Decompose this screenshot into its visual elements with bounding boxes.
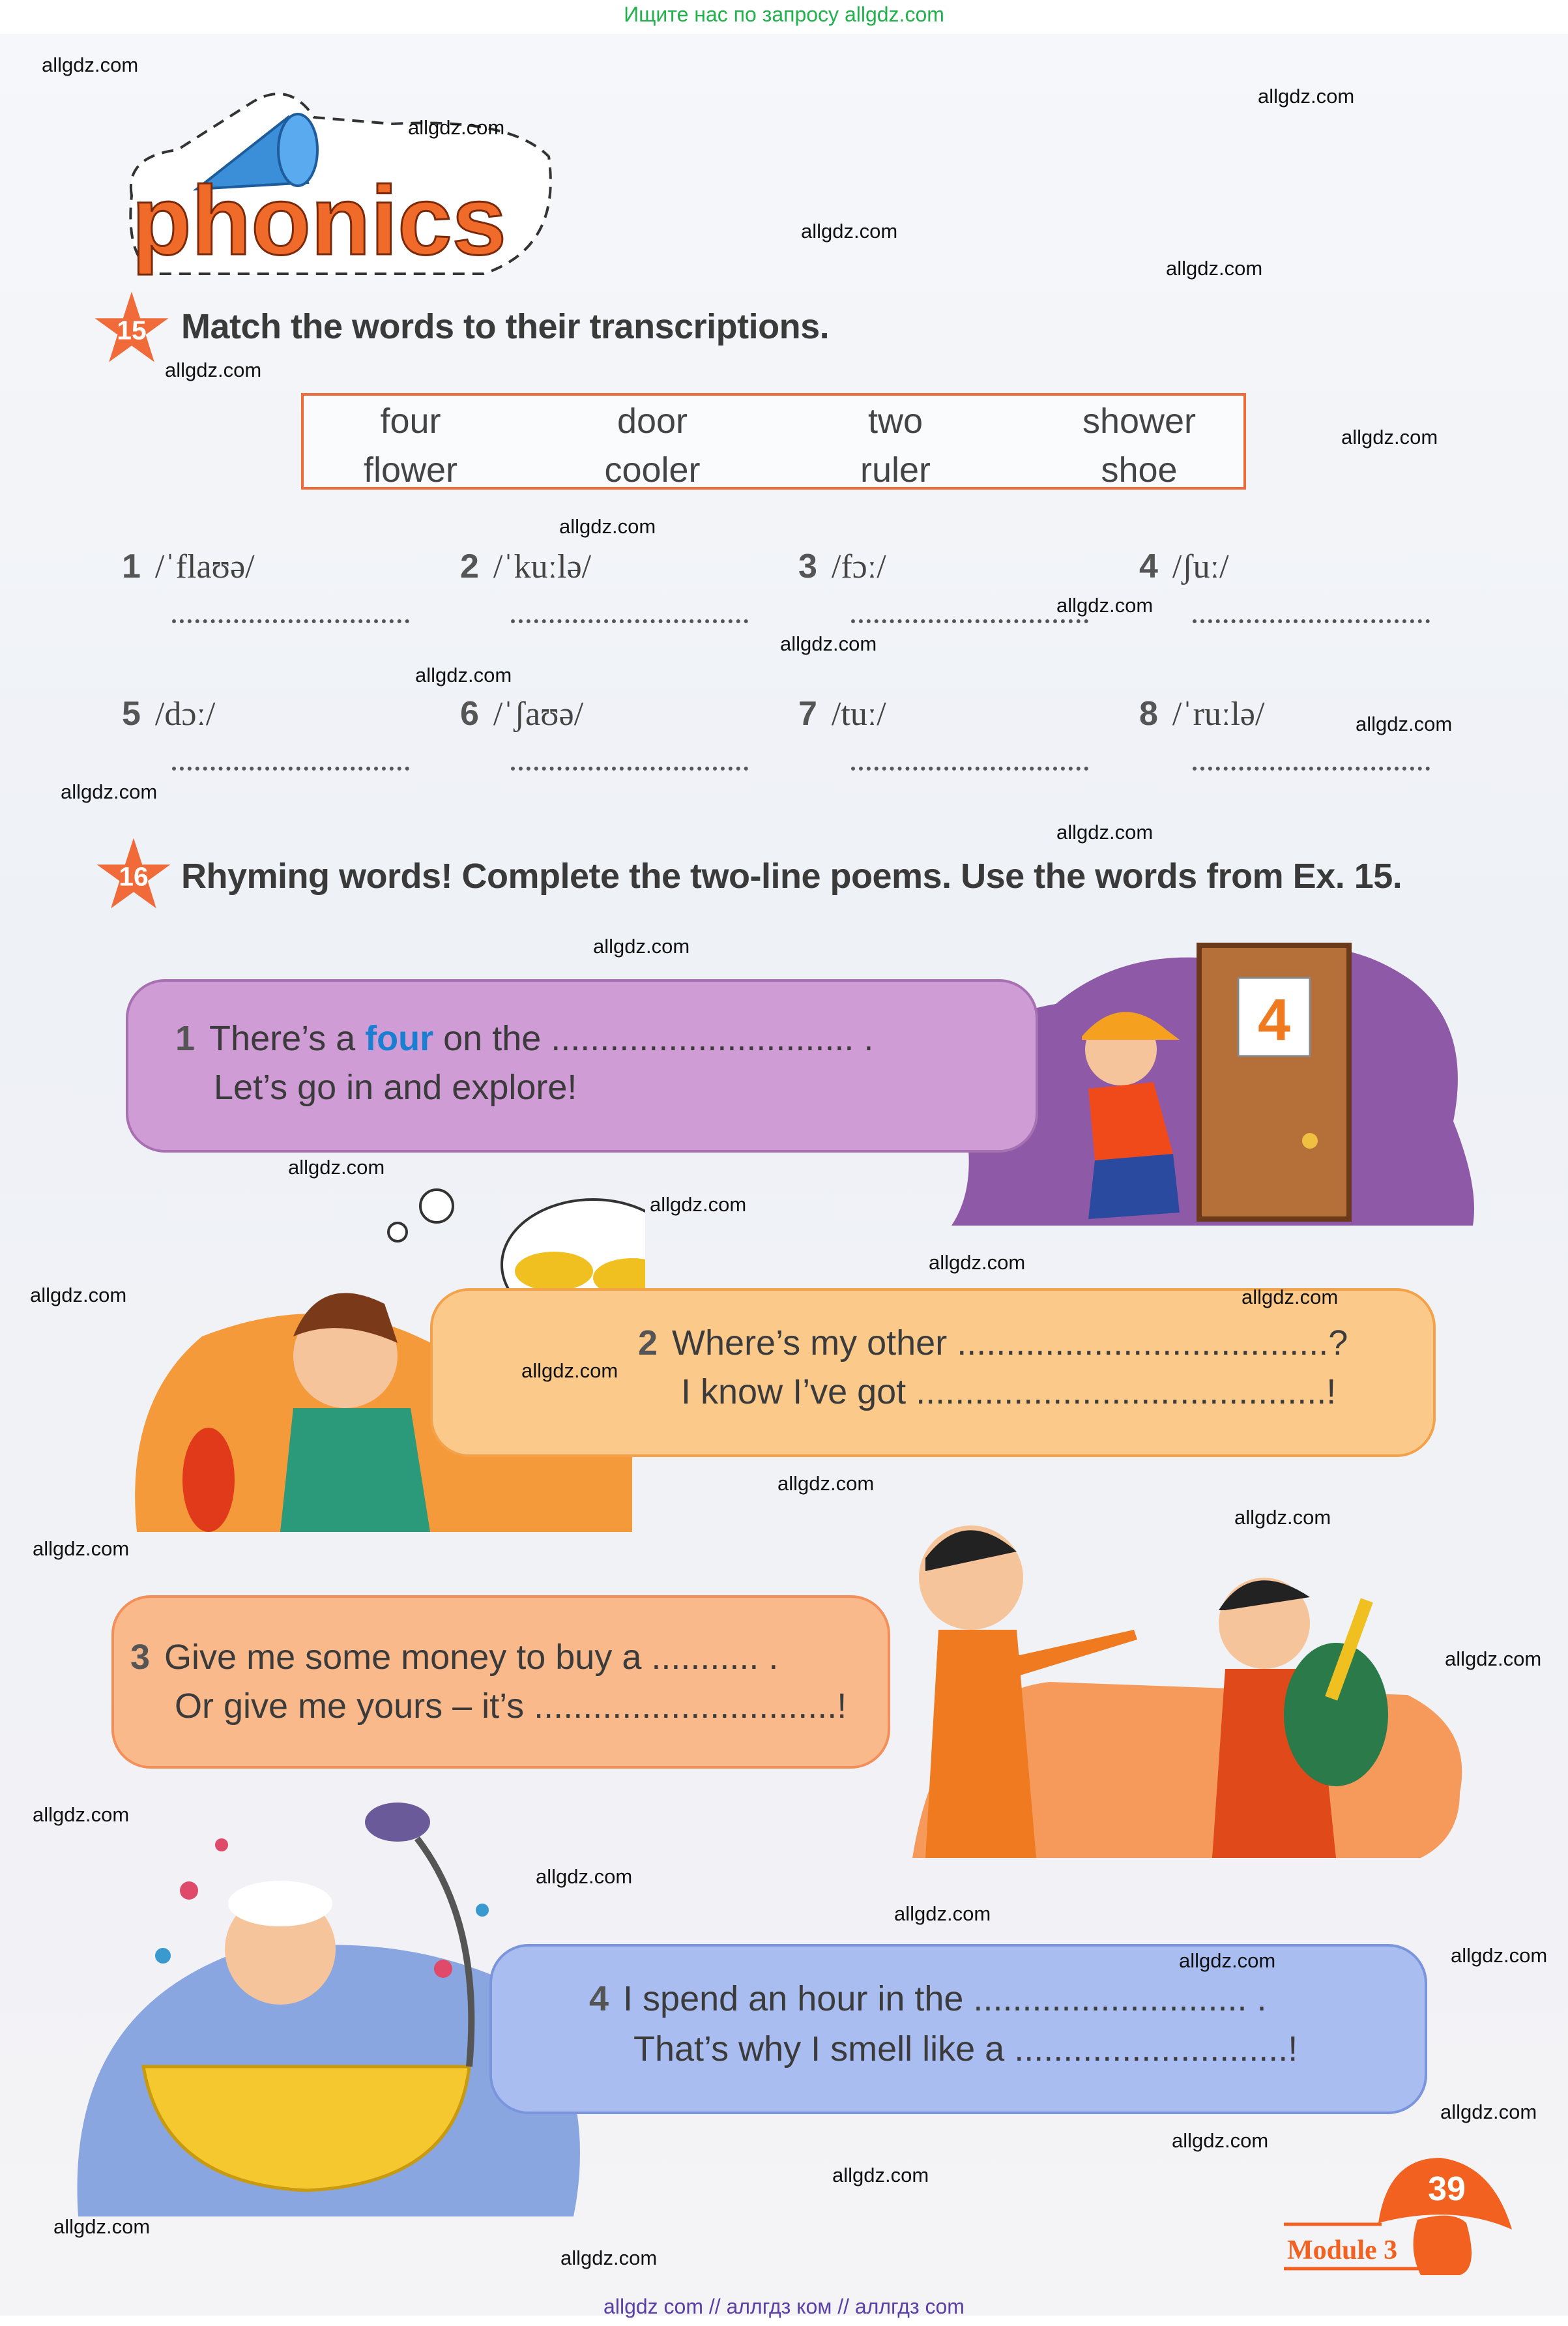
watermark: allgdz.com (559, 515, 656, 538)
poem-2-line-1: 2 Where’s my other ......................................? (638, 1323, 1348, 1362)
word-shower: shower (1082, 402, 1197, 441)
shower-head-icon (365, 1803, 430, 1842)
answer-blank-2[interactable] (511, 619, 748, 623)
watermark: allgdz.com (1166, 257, 1263, 280)
watermark: allgdz.com (1179, 1949, 1276, 1972)
poem-4-line-1: 4 I spend an hour in the ............................ . (589, 1979, 1267, 2018)
transcription-item: 7 /tuː/ (798, 695, 886, 733)
watermark: allgdz.com (1056, 594, 1154, 617)
answer-blank-6[interactable] (511, 767, 748, 771)
poem-2-line-2: I know I’ve got ..........................................! (681, 1372, 1337, 1411)
page-number: 39 (1428, 2170, 1466, 2208)
watermark: allgdz.com (894, 1902, 991, 1925)
watermark: allgdz.com (801, 220, 898, 243)
word-four: four (380, 402, 441, 441)
answer-blank-5[interactable] (172, 767, 409, 771)
exercise-15-title: Match the words to their transcriptions. (181, 307, 830, 346)
transcription-item: 6 /ˈʃaʊə/ (460, 695, 584, 733)
watermark: allgdz.com (1356, 713, 1453, 735)
poem-1-panel (126, 979, 1038, 1153)
watermark: allgdz.com (521, 1359, 618, 1382)
watermark: allgdz.com (1056, 821, 1154, 844)
answer-blank-8[interactable] (1193, 767, 1430, 771)
watermark: allgdz.com (165, 359, 262, 381)
answer-blank-7[interactable] (851, 767, 1088, 771)
watermark: allgdz.com (1241, 1286, 1339, 1308)
module-label: Module 3 (1287, 2235, 1398, 2265)
exercise-15-star-badge (93, 290, 171, 368)
watermark: allgdz.com (33, 1537, 130, 1560)
word-flower: flower (363, 450, 458, 490)
watermark: allgdz.com (777, 1472, 875, 1495)
poem-3-line-1: 3 Give me some money to buy a ........... . (130, 1638, 779, 1677)
transcription-item: 2 /ˈkuːlə/ (460, 548, 592, 585)
watermark: allgdz.com (53, 2215, 151, 2238)
watermark: allgdz.com (42, 53, 139, 76)
svg-text:4: 4 (1257, 988, 1291, 1053)
watermark: allgdz.com (288, 1156, 385, 1179)
watermark: allgdz.com (1445, 1647, 1542, 1670)
answer-blank-3[interactable] (851, 619, 1088, 623)
watermark: allgdz.com (780, 632, 877, 655)
answer-blank-1[interactable] (172, 619, 409, 623)
watermark: allgdz.com (929, 1251, 1026, 1274)
watermark: allgdz.com (650, 1193, 747, 1216)
watermark: allgdz.com (1234, 1506, 1331, 1529)
word-box (301, 393, 1246, 490)
watermark: allgdz.com (30, 1284, 127, 1306)
transcription-item: 5 /dɔː/ (122, 695, 216, 733)
exercise-16-title: Rhyming words! Complete the two-line poems. Use the words from Ex. 15. (181, 857, 1402, 896)
poem-1-line-1: 1 There’s a four on the ............................... . (175, 1019, 874, 1058)
watermark: allgdz.com (1341, 426, 1438, 449)
exercise-16-star-badge (94, 836, 173, 915)
svg-text:15: 15 (117, 315, 147, 346)
watermark: allgdz.com (560, 2246, 658, 2269)
poem-4-line-2: That’s why I smell like a ............................! (633, 2029, 1298, 2068)
watermark: allgdz.com (408, 116, 505, 139)
watermark: allgdz.com (1440, 2100, 1537, 2123)
watermark: allgdz.com (1451, 1944, 1548, 1967)
boys-pointing-illustration (886, 1499, 1473, 1858)
watermark: allgdz.com (61, 780, 158, 803)
watermark: allgdz.com (593, 935, 690, 958)
phonics-logo (119, 78, 562, 287)
top-banner[interactable]: Ищите нас по запросу allgdz.com (624, 3, 944, 26)
watermark: allgdz.com (1258, 85, 1355, 108)
page-number-badge (1271, 2151, 1512, 2282)
transcription-item: 3 /fɔː/ (798, 548, 886, 585)
watermark: allgdz.com (33, 1803, 130, 1826)
transcription-item: 1 /ˈflaʊə/ (122, 548, 255, 585)
poem-3-line-2: Or give me yours – it’s ...............................! (175, 1686, 847, 1726)
word-two: two (867, 402, 923, 441)
word-cooler: cooler (604, 450, 701, 490)
logo-text: phonics (132, 166, 507, 275)
watermark: allgdz.com (1172, 2129, 1269, 2152)
svg-text:16: 16 (119, 861, 149, 892)
watermark: allgdz.com (415, 664, 512, 686)
word-door: door (617, 402, 688, 441)
transcription-item: 8 /ˈruːlə/ (1139, 695, 1265, 733)
poem-3-panel (111, 1595, 890, 1769)
transcription-item: 4 /ʃuː/ (1139, 548, 1229, 585)
footer-links[interactable]: allgdz com // аллгдз ком // аллгдз com (603, 2295, 965, 2318)
watermark: allgdz.com (832, 2164, 929, 2186)
answer-blank-4[interactable] (1193, 619, 1430, 623)
word-shoe: shoe (1101, 450, 1178, 490)
poem-1-line-2: Let’s go in and explore! (214, 1068, 577, 1107)
word-ruler: ruler (860, 450, 931, 490)
watermark: allgdz.com (536, 1865, 633, 1888)
